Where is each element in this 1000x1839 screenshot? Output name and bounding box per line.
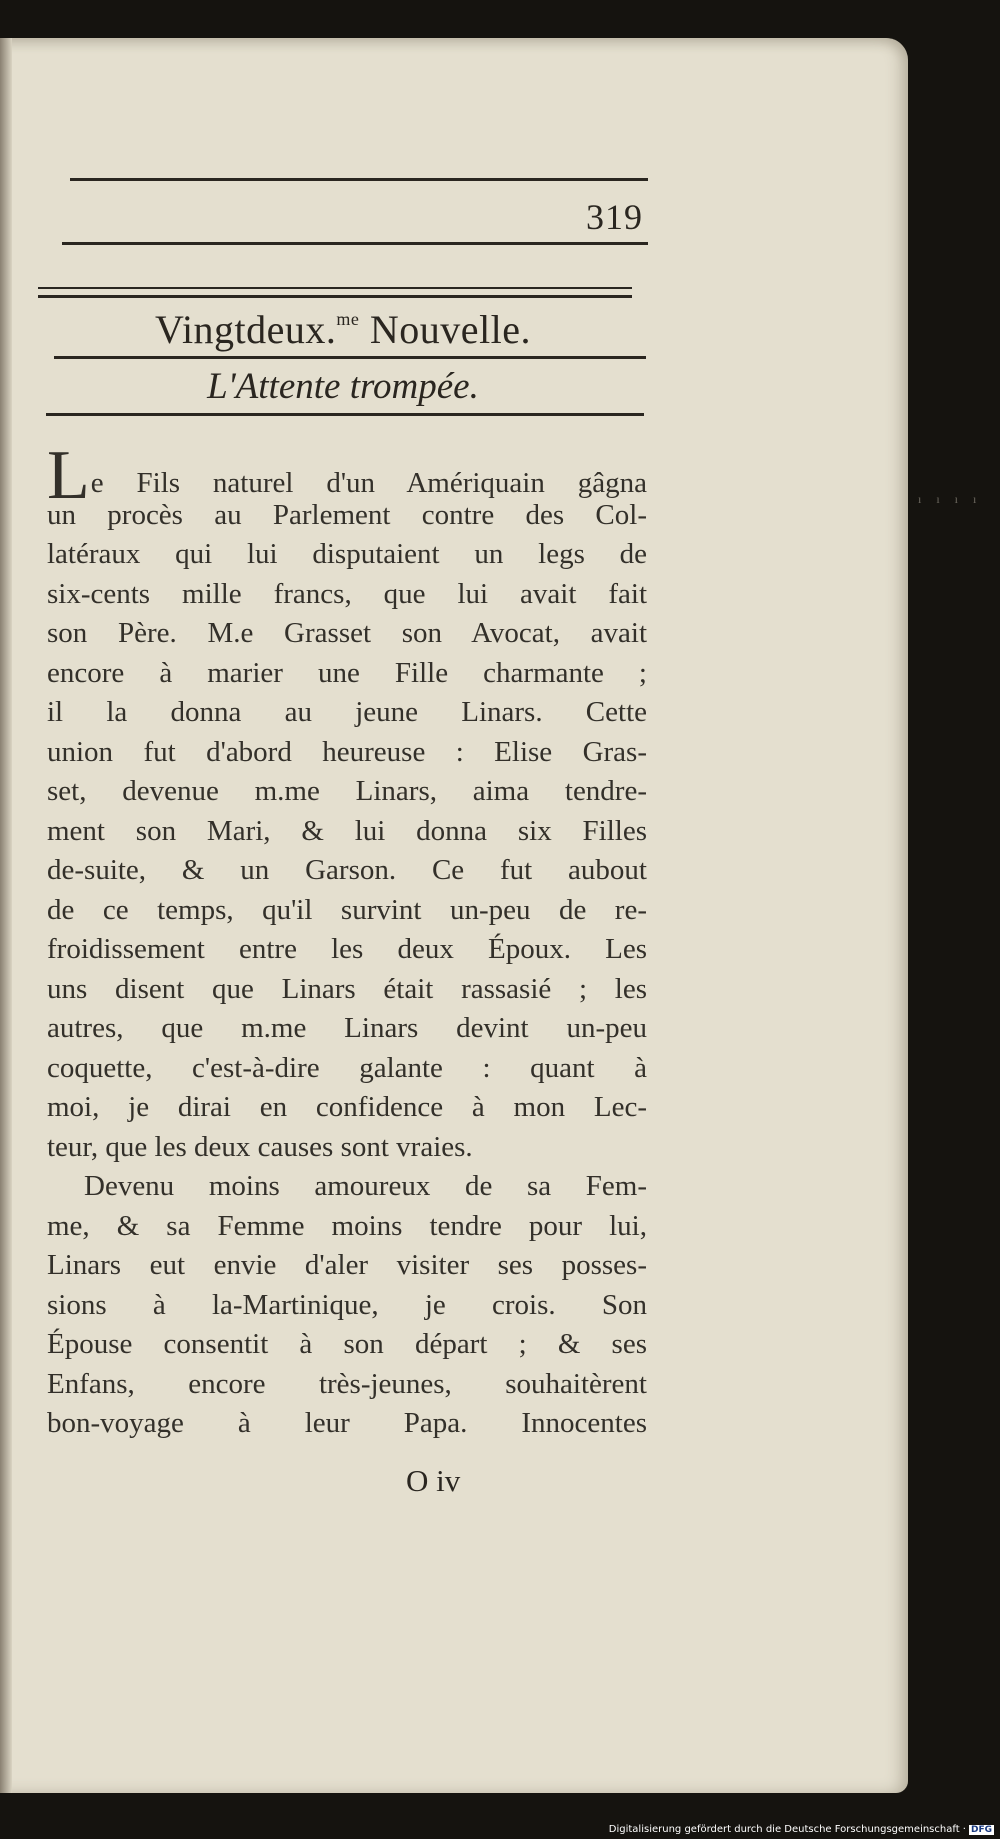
body-text xyxy=(47,437,647,1444)
text-line: latéraux qui lui disputaient un legs de xyxy=(47,538,647,570)
signature-mark: O iv xyxy=(406,1463,461,1498)
text-line: six-cents mille francs, que lui avait fait xyxy=(47,577,647,610)
text-line: un procès au Parlement contre des Col- xyxy=(47,498,647,531)
page-number: 319 xyxy=(586,197,643,237)
line-text: e Fils naturel d'un Amériquain gâgna xyxy=(90,467,647,499)
header-rule-bottom xyxy=(62,242,648,245)
text-line xyxy=(47,437,647,514)
title-rule-top-1 xyxy=(38,287,632,289)
text-line: de-suite, & un Garson. Ce fut aubout xyxy=(47,854,647,886)
header-rule-top xyxy=(70,178,648,181)
text-line: Devenu moins amoureux de sa Fem- xyxy=(84,1170,647,1202)
text-line: Enfans, encore très-jeunes, souhaitèrent xyxy=(47,1367,647,1400)
text-line: Épouse consentit à son départ ; & ses xyxy=(47,1328,647,1360)
title-rule-bottom xyxy=(46,413,644,416)
chapter-title-main: Vingtdeux. xyxy=(154,307,337,352)
text-line: uns disent que Linars était rassasié ; les xyxy=(47,972,647,1005)
text-line: autres, que m.me Linars devint un-peu xyxy=(47,1012,647,1044)
bleed-through-marks: ı ı ı ı xyxy=(918,492,983,506)
text-line: union fut d'abord heureuse : Elise Gras- xyxy=(47,735,647,768)
title-rule-top-2 xyxy=(38,295,632,298)
title-rule-middle xyxy=(54,356,646,359)
chapter-subtitle: L'Attente trompée. xyxy=(207,366,479,407)
text-line: son Père. M.e Grasset son Avocat, avait xyxy=(47,617,647,649)
text-line: encore à marier une Fille charmante ; xyxy=(47,656,647,689)
text-line: teur, que les deux causes sont vraies. xyxy=(47,1130,473,1163)
digitization-credit xyxy=(609,1824,994,1835)
text-line: ment son Mari, & lui donna six Filles xyxy=(47,814,647,847)
drop-cap: L xyxy=(47,437,90,514)
chapter-title xyxy=(44,306,642,353)
dfg-logo: DFG xyxy=(970,1825,992,1835)
text-line: froidissement entre les deux Époux. Les xyxy=(47,933,647,965)
text-line: coquette, c'est-à-dire galante : quant à xyxy=(47,1051,647,1084)
page-gutter xyxy=(0,38,12,1793)
text-line: set, devenue m.me Linars, aima tendre- xyxy=(47,775,647,807)
text-line: moi, je dirai en confidence à mon Lec- xyxy=(47,1091,647,1123)
text-line: sions à la-Martinique, je crois. Son xyxy=(47,1288,647,1321)
text-line: de ce temps, qu'il survint un-peu de re- xyxy=(47,893,647,926)
text-line: Linars eut envie d'aler visiter ses posses- xyxy=(47,1249,647,1281)
text-line: me, & sa Femme moins tendre pour lui, xyxy=(47,1209,647,1242)
text-line: il la donna au jeune Linars. Cette xyxy=(47,696,647,728)
credit-text: Digitalisierung gefördert durch die Deutsche Forschungsgemeinschaft · xyxy=(608,1824,966,1835)
chapter-title-rest: Nouvelle. xyxy=(359,307,532,352)
chapter-title-superscript: me xyxy=(336,309,360,329)
text-line: bon-voyage à leur Papa. Innocentes xyxy=(47,1407,647,1439)
